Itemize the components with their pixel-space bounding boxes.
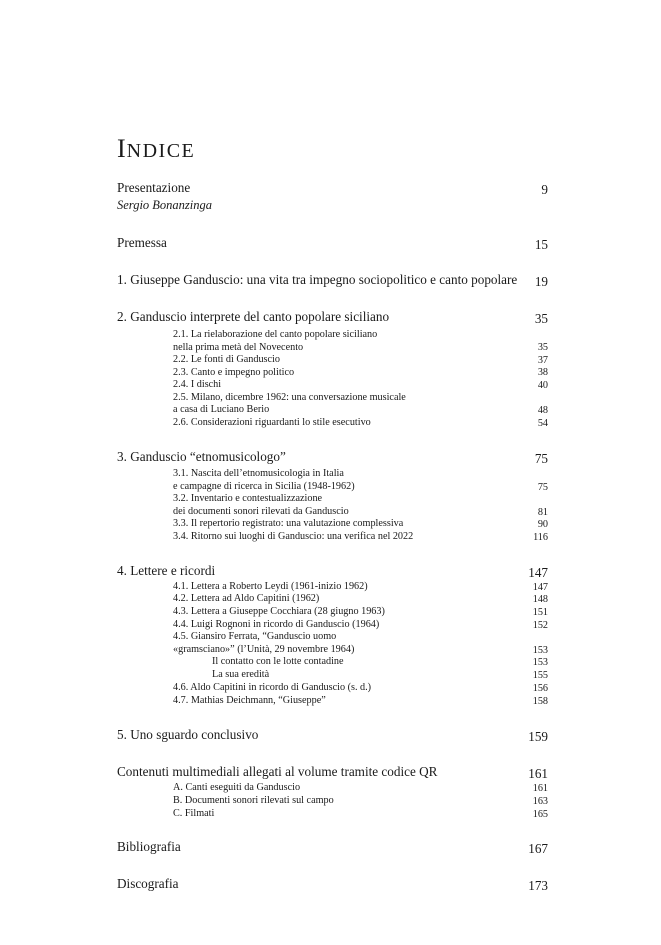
toc-subentry-page: 158	[532, 696, 548, 707]
toc-page-chapter-3: 75	[534, 451, 548, 466]
toc-entry-chapter-5[interactable]: 5. Uno sguardo conclusivo	[117, 727, 259, 742]
toc-subentry-page: 90	[537, 519, 548, 530]
toc-subentry-page: 37	[537, 355, 548, 366]
toc-entry-chapter-3[interactable]: 3. Ganduscio “etnomusicologo”	[117, 449, 286, 464]
toc-subentry[interactable]: B. Documenti sonori rilevati sul campo	[173, 795, 334, 806]
toc-subentry[interactable]: a casa di Luciano Berio	[173, 404, 270, 415]
toc-entry-discografia[interactable]: Discografia	[117, 876, 179, 891]
toc-page-discografia: 173	[528, 878, 548, 893]
toc-subentry[interactable]: 2.3. Canto e impegno politico	[173, 367, 295, 378]
toc-subentry-page: 116	[533, 532, 548, 543]
toc-subentry-page: 152	[532, 620, 548, 631]
toc-subentry-page: 48	[537, 405, 548, 416]
toc-subentry[interactable]: 4.2. Lettera ad Aldo Capitini (1962)	[173, 593, 320, 604]
toc-entry-chapter-4[interactable]: 4. Lettere e ricordi	[117, 563, 216, 578]
toc-subentry[interactable]: A. Canti eseguiti da Ganduscio	[173, 782, 301, 793]
toc-subentry[interactable]: 4.1. Lettera a Roberto Leydi (1961-inizio 1962)	[173, 581, 368, 592]
toc-subentry-page: 75	[537, 482, 548, 493]
toc-entry-premessa[interactable]: Premessa	[117, 235, 167, 250]
toc-subentry[interactable]: 3.3. Il repertorio registrato: una valutazione complessiva	[173, 518, 404, 529]
toc-subentry-page: 38	[537, 367, 548, 378]
toc-subentry[interactable]: «gramsciano»” (l’Unità, 29 novembre 1964)	[173, 644, 355, 655]
toc-subentry-page: 151	[532, 607, 548, 618]
toc-subentry[interactable]: 2.6. Considerazioni riguardanti lo stile esecutivo	[173, 417, 371, 428]
toc-subentry-page: 147	[532, 582, 548, 593]
toc-subentry-page: 35	[537, 342, 548, 353]
toc-subentry[interactable]: 2.1. La rielaborazione del canto popolare siciliano	[173, 329, 378, 340]
toc-subentry-page: 156	[532, 683, 548, 694]
toc-subentry[interactable]: nella prima metà del Novecento	[173, 342, 304, 353]
toc-subentry-page: 161	[532, 783, 548, 794]
toc-subentry[interactable]: 3.1. Nascita dell’etnomusicologia in Italia	[173, 468, 344, 479]
toc-page-chapter-2: 35	[534, 311, 548, 326]
page-title: INDICE	[117, 134, 196, 163]
toc-subentry[interactable]: 3.2. Inventario e contestualizzazione	[173, 493, 323, 504]
toc-subentry[interactable]: 2.5. Milano, dicembre 1962: una conversazione musicale	[173, 392, 406, 403]
toc-subentry-page: 163	[532, 796, 548, 807]
toc-entry-multimedia[interactable]: Contenuti multimediali allegati al volume tramite codice QR	[117, 764, 438, 779]
toc-page-chapter-4: 147	[528, 565, 548, 580]
toc-subentry-page: 153	[532, 645, 548, 656]
toc-subentry-page: 54	[537, 418, 548, 429]
toc-page-bibliografia: 167	[528, 841, 548, 856]
toc-subsubentry[interactable]: La sua eredità	[212, 669, 270, 680]
toc-subentry-page: 148	[532, 594, 548, 605]
toc-subentry[interactable]: 4.6. Aldo Capitini in ricordo di Ganduscio (s. d.)	[173, 682, 372, 693]
toc-page-chapter-5: 159	[528, 729, 548, 744]
toc-page-multimedia: 161	[528, 766, 548, 781]
toc-subentry[interactable]: 4.4. Luigi Rognoni in ricordo di Ganduscio (1964)	[173, 619, 380, 630]
toc-page-chapter-1: 19	[534, 274, 548, 289]
toc-entry-chapter-2[interactable]: 2. Ganduscio interprete del canto popolare siciliano	[117, 309, 390, 324]
toc-subsubentry[interactable]: Il contatto con le lotte contadine	[212, 656, 344, 667]
toc-subentry[interactable]: 4.7. Mathias Deichmann, “Giuseppe”	[173, 695, 326, 706]
toc-entry-bibliografia[interactable]: Bibliografia	[117, 839, 181, 854]
toc-subentry[interactable]: 4.5. Giansiro Ferrata, “Ganduscio uomo	[173, 631, 337, 642]
toc-subentry[interactable]: 2.4. I dischi	[173, 379, 222, 390]
toc-entry-chapter-1[interactable]: 1. Giuseppe Ganduscio: una vita tra impegno sociopolitico e canto popolare	[117, 272, 518, 287]
toc-subentry[interactable]: dei documenti sonori rilevati da Ganduscio	[173, 506, 349, 517]
toc-subentry[interactable]: 2.2. Le fonti di Ganduscio	[173, 354, 280, 365]
toc-author: Sergio Bonanzinga	[117, 198, 213, 212]
toc-subentry[interactable]: e campagne di ricerca in Sicilia (1948-1962)	[173, 481, 355, 492]
toc-subentry[interactable]: 4.3. Lettera a Giuseppe Cocchiara (28 giugno 1963)	[173, 606, 385, 617]
toc-subentry-page: 155	[532, 670, 548, 681]
toc-entry-presentazione[interactable]: Presentazione	[117, 180, 191, 195]
toc-subentry-page: 40	[537, 380, 548, 391]
toc-page-premessa: 15	[534, 237, 548, 252]
toc-page-presentazione: 9	[541, 182, 548, 197]
toc-subentry[interactable]: 3.4. Ritorno sui luoghi di Ganduscio: una verifica nel 2022	[173, 531, 414, 542]
toc-subentry-page: 153	[532, 657, 548, 668]
toc-subentry-page: 81	[537, 507, 548, 518]
toc-subentry-page: 165	[532, 809, 548, 820]
toc-subentry[interactable]: C. Filmati	[173, 808, 215, 819]
